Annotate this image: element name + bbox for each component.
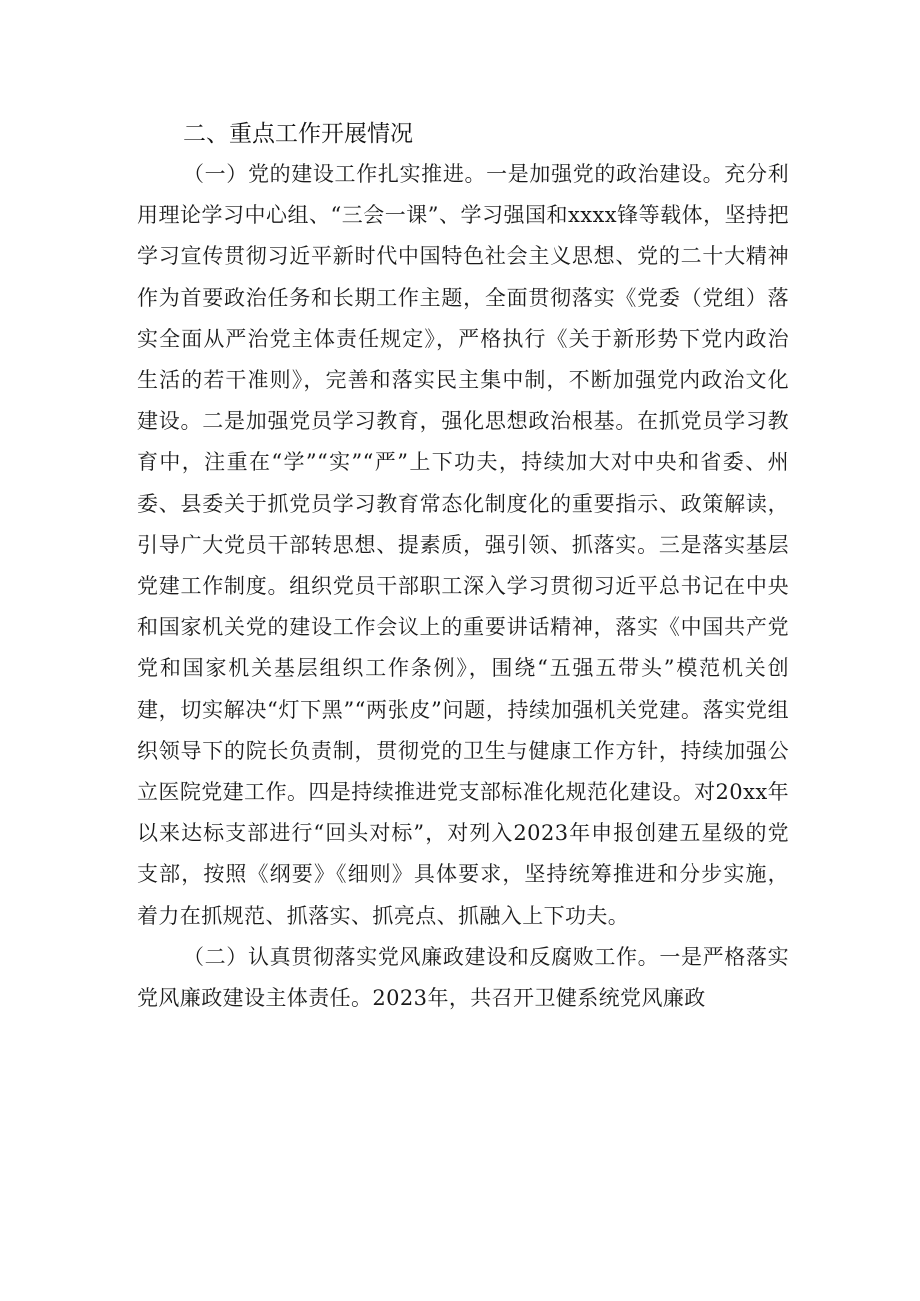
paragraph-party-building [137, 154, 789, 937]
paragraph-anti-corruption [137, 937, 789, 1019]
document-body [137, 114, 789, 1019]
section-heading: 二、重点工作开展情况 [183, 121, 413, 147]
paragraph-text: （二）认真贯彻落实党风廉政建设和反腐败工作。一是严格落实党风廉政建设主体责任。2023年，共召开卫健系统党风廉政 [137, 944, 789, 1011]
paragraph-text: （一）党的建设工作扎实推进。一是加强党的政治建设。充分利用理论学习中心组、“三会一课”、学习强国和xxxx锋等载体，坚持把学习宣传贯彻习近平新时代中国特色社会主义思想、党的二十大精神作为首要政治任务和长期工作主题，全面贯彻落实《党委（党组）落实全面从严治党主体责任规定》，严格执行《关于新形势下党内政治生活的若干准则》，完善和落实民主集中制，不断加强党内政治文化建设。二是加强党员学习教育，强化思想政治根基。在抓党员学习教育中，注重在“学”“实”“严”上下功夫，持续加大对中央和省委、州委、县委关于抓党员学习教育常态化制度化的重要指示、政策解读，引导广大党员干部转思想、提素质，强引领、抓落实。三是落实基层党建工作制度。组织党员干部职工深入学习贯彻习近平总书记在中央和国家机关党的建设工作会议上的重要讲话精神，落实《中国共产党党和国家机关基层组织工作条例》，围绕“五强五带头”模范机关创建，切实解决“灯下黑”“两张皮”问题，持续加强机关党建。落实党组织领导下的院长负责制，贯彻党的卫生与健康工作方针，持续加强公立医院党建工作。四是持续推进党支部标准化规范化建设。对20xx年以来达标支部进行“回头对标”，对列入2023年申报创建五星级的党支部，按照《纲要》《细则》具体要求，坚持统筹推进和分步实施，着力在抓规范、抓落实、抓亮点、抓融入上下功夫。 [137, 162, 789, 928]
